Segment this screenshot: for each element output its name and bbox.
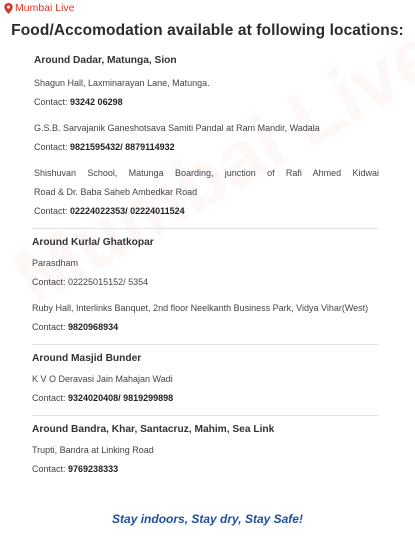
- location-address: Road & Dr. Baba Saheb Ambedkar Road: [34, 187, 198, 197]
- location-section: [32, 424, 379, 479]
- contact-line: [34, 93, 379, 112]
- contact-number: 9324020408/ 9819299898: [68, 393, 174, 403]
- location-entry: [34, 74, 379, 112]
- contact-line: [32, 460, 379, 479]
- location-address: Shagun Hall, Laxminarayan Lane, Matunga.: [34, 78, 210, 88]
- footer-message: Stay indoors, Stay dry, Stay Safe!: [112, 512, 303, 526]
- section-heading: Around Kurla/ Ghatkopar: [32, 237, 154, 248]
- section-heading: Around Masjid Bunder: [32, 353, 142, 364]
- contact-number: 9820968934: [68, 322, 119, 332]
- location-entry: [32, 370, 379, 408]
- location-entry: [32, 254, 379, 292]
- contact-label: Contact:: [32, 277, 69, 287]
- contact-line: [32, 273, 379, 292]
- page-title: Food/Accomodation available at following locations:: [11, 22, 404, 39]
- contact-number: 02225015152/ 5354: [68, 277, 149, 287]
- location-entry: [34, 119, 379, 157]
- location-entry: [32, 441, 379, 479]
- contact-number: 9769238333: [68, 464, 119, 474]
- contact-line: [34, 138, 379, 157]
- section-heading: Around Dadar, Matunga, Sion: [34, 55, 177, 66]
- section-divider: [32, 344, 379, 345]
- contact-number: 93242 06298: [70, 97, 123, 107]
- brand-logo: [4, 2, 75, 14]
- contact-number: 9821595432/ 8879114932: [70, 142, 175, 152]
- location-address: Ruby Hall, Interlinks Banquet, 2nd floor Neelkanth Business Park, Vidya Vihar(West): [32, 303, 369, 313]
- brand-name: Mumbai Live: [15, 2, 75, 14]
- location-section: [32, 237, 379, 337]
- location-address: Parasdham: [32, 258, 79, 268]
- contact-label: Contact:: [32, 322, 69, 332]
- section-divider: [32, 228, 379, 229]
- contact-number: 02224022353/ 02224011524: [70, 206, 185, 216]
- location-address: Trupti, Bandra at Linking Road: [32, 445, 154, 455]
- location-entry: [34, 164, 379, 221]
- contact-label: Contact:: [34, 142, 71, 152]
- location-pin-icon: [4, 3, 13, 14]
- location-section: [34, 55, 379, 221]
- contact-label: Contact:: [34, 206, 71, 216]
- locations-list: [32, 55, 379, 479]
- contact-line: [32, 318, 379, 337]
- section-heading: Around Bandra, Khar, Santacruz, Mahim, Sea Link: [32, 424, 275, 435]
- location-entry: [32, 299, 379, 337]
- contact-line: [32, 389, 379, 408]
- contact-label: Contact:: [32, 464, 69, 474]
- contact-line: [34, 202, 379, 221]
- contact-label: Contact:: [34, 97, 71, 107]
- location-section: [32, 353, 379, 408]
- location-address: K V O Deravasi Jain Mahajan Wadi: [32, 374, 173, 384]
- location-address: G.S.B. Sarvajanik Ganeshotsava Samiti Pandal at Ram Mandir, Wadala: [34, 123, 320, 133]
- contact-label: Contact:: [32, 393, 69, 403]
- location-address: Shishuvan School, Matunga Boarding, junction of Rafi Ahmed Kidwai: [34, 168, 379, 178]
- section-divider: [32, 415, 379, 416]
